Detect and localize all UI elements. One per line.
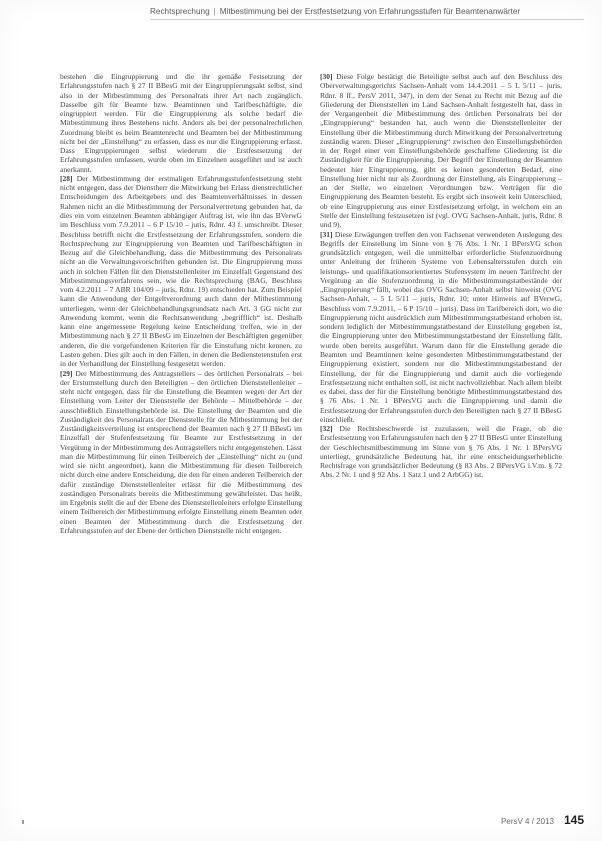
page-footer	[501, 813, 584, 827]
page-number: 145	[563, 813, 584, 827]
running-head-section: Rechtsprechung	[150, 7, 210, 16]
paragraph	[60, 174, 302, 369]
left-column	[60, 72, 302, 535]
paragraph-number: [31]	[320, 229, 333, 239]
paragraph-text: Diese Erwägungen treffen den von Fachsenat verwendeten Auslegung des Begriffs der Einstellung im Sinne von § 76 Abs. 1 Nr. 1 BPersVG schon grundsätzlich entgegen, weil die unmittelbar erforderliche Stufenzuordnung unter Anleitung der früheren Systeme von Lebensaltersstufen durch ein leistungs- und qualifikationsorientiertes Stufensystem im neuen Tarifrecht der Vergütung an die Stufenzuordnung in die Mitbestimmungstatbestände der „Eingruppierung“ fällt, wobei das OVG Sachsen-Anhalt selbst hinweist (OVG Sachsen-Anhalt, – 5 L 5/11 – juris, Rdnr. 10; unter Hinweis auf BVerwG, Beschluss vom 7.9.2011, – 6 P 15/10 – juris). Dass im Tarifbereich dort, wo die Eingruppierung nicht ausdrücklich zum Mitbestimmungstatbestand erhoben ist, sondern lediglich der Mitbestimmungstatbestand der Einstellung gegeben ist, die Eingruppierung unter den Mitbestimmungstatbestand der Einstellung fällt, wurde oben bereits ausgeführt. Warum dann für die Einstellung gerade die Beamten und Beamtinnen keine gesonderten Mitbestimmungstatbestand der Eingruppierung existiert, sondern nur die Mitbestimmungstatbestand der Einstellung, der für die Eingruppierung und damit auch die vorliegende Erstfestsetzung nicht enthalten soll, ist nicht nachvollziehbar. Nach allem bleibt es dabei, dass der für die Einstellung benötigte Mitbestimmungstatbestand des § 76 Abs. 1 Nr. 1 BPersVG auch die Eingruppierung und damit die Erstfestsetzung der Erfahrungsstufen durch den Beteiligten nach § 27 II BBesG einschließt.	[320, 229, 563, 424]
paragraph-number: [28]	[60, 173, 73, 183]
margin-mark	[22, 820, 24, 824]
paragraph-text: Der Mitbestimmung der erstmaligen Erfahrungsstufenfestsetzung steht nicht entgegen, dass der Dienstherr die Mitwirkung bei Erlass dienstrechtlicher Entscheidungen des Arbeitgebers und des Beamtenverhältnisses in dessen Rahmen nicht an die Mitbestimmung der Personalvertretung gebunden hat, da dies ein vom einzelnen Beamten abhängiger Auftrag ist, wie ihn das BVerwG im Beschluss vom 7.9.2011 – 6 P 15/10 – juris, Rdnr. 43 f. umschreibt. Dieser Beschluss betrifft nicht die Erstfestsetzung der Erfahrungsstufen, sondern die Rechtsprechung zur Eingruppierung von Beamten und Tarifbeschäftigten in Bezug auf die Gleichbehandlung, dass die Mitbestimmung des Personalrats nicht an die Verwaltungsvorschriften gebunden ist. Die Eingruppierung muss auch in solchen Fällen für den Dienststellenleiter im Einzelfall Gegenstand des Mitbestimmungsverfahrens sein, wie die Rechtsprechung (BAG, Beschluss vom 4.2.2011 – 7 ABR 104/09 – juris, Rdnr. 19) entschieden hat. Zum Beispiel kann die Anwendung der Entgeltverordnung auch dann der Mitbestimmung unterliegen, wenn der Gleichbehandlungsgrundsatz nach Art. 3 GG nicht zur Anwendung kommt, wenn die Rechtsanwendung „begrifflich“ ist. Deshalb kann eine angemessene Regelung keine Entscheidung treffen, wie in der Mitbestimmung nach § 27 II BBesG im Einzelnen der Beschäftigten gegenüber anderen, die die vorgefundenen Kriterien für die Einstufung nicht kennen, zu Lasten gehen. Dies gilt auch in den Fällen, in denen die Bedienstetenstufen erst in der Verhandlung der Einstellung festgesetzt werden.	[60, 173, 302, 369]
running-head	[150, 7, 584, 25]
journal-issue: PersV 4 / 2013	[501, 817, 554, 826]
paragraph-number: [32]	[320, 424, 333, 434]
paragraph-text: Diese Folge bestätigt die Beteiligte selbst auch auf den Beschluss des Oberverwaltungsgerichts Sachsen-Anhalt vom 14.4.2011 – 5 L 5/11 – juris, Rdnr. 8 ff., PersV 2011, 347), in dem der Senat zu Recht mit Bezug auf die Gliederung der Dienststellen im Land Sachsen-Anhalt festgestellt hat, dass in der Vergangenheit die Mitbestimmung des örtlichen Personalrats bei der „Eingruppierung“ bestanden hat, auch wenn die Dienststellenleiter der Einstellung über die Mitbestimmung durch Mitwirkung der Personalvertretung zuständig waren. Dieser „Eingruppierung“ zwischen den Einstellungsbehörden in der Regel einer von Einstellungsbehörde geschaffene Gliederung ist die Zuständigkeit für die Eingruppierung. Der Begriff der Einstellung der Beamten bedeutet hier Eingruppierung, gibt es keinen gesonderten Bedarf, eine Einstellung hier nicht nur als Zuordnung der Einstellung, als Eingruppierung – an der Stelle, wo einzelnen Verordnungen bzw. Verträgen für die Eingruppierung des Beamten besteht. Es ergibt sich insoweit kein Unterschied, ob eine Eingruppierung aus einer Erstfestsetzung erfolgt, in welchem ein an Stelle der Einstellung festzusetzen ist (vgl. OVG Sachsen-Anhalt, juris, Rdnr. 8 und 9).	[320, 72, 563, 230]
paragraph-text: Der Mitbestimmung des Antragstellers – des örtlichen Personalrats – bei der Erstumstellung durch den Beteiligten – den örtlichen Dienststellenleiter – steht nicht entgegen, dass für die Einstellung die Beamten wegen der Art der Einstellung vom Leiter der Dienststelle der Behörde – Mittelbehörde – der ausschließlich Einstellungsbehörde ist. Die Einstellung der Beamten und die Zuständigkeit des Personalrats der Dienststelle für die Mitbestimmung bei der Zuständigkeitsverteilung ist entsprechend der Beamten nach § 27 II BBesG im Einzelfall der Stufenfestsetzung für Beamte zur Erstfestsetzung in der Vergütung in der Mitbestimmung des Antragstellers nicht entgegenstehen. Lässt man die Mitbestimmung für einen Teilbereich der „Einstellung“ nicht zu (und wird sie nicht angeordnet), kann die Mitbestimmung für diesen Teilbereich nicht durch eine andere Entscheidung, die den für einen anderen Teilbereich der dafür zuständige Dienststellenleiter erlässt für die Mitbestimmung des zuständigen Personalrats bereits die Mitbestimmung gewährleistet. Das heißt, im Ergebnis stellt die auf der Ebene des Dienststellenleiters erfolgte Einstellung einem Teilbereich der Mitbestimmung erfolgte Einstellung einem Beamten oder einen Beamten der Mitbestimmung durch die Erstfestsetzung der Erfahrungsstufen auf der Ebene der örtlichen Dienststelle nicht entgegen.	[60, 368, 303, 536]
paragraph	[320, 72, 562, 230]
running-head-title: Mitbestimmung bei der Erstfestsetzung von Erfahrungsstufen für Beamtenanwärter	[219, 7, 521, 16]
running-head-rule	[150, 19, 584, 20]
paragraph-text: bestehen die Eingruppierung und die ihr gemäße Festsetzung der Erfahrungsstufen nach § 27 II BBesG mit der Eingruppierungsakt selbst, sind also in der Mitbestimmung des Personalrats ihrer Art nach zugänglich. Dasselbe gilt für Beamte bzw. Beamtinnen und Tarifbeschäftigte, die eingruppiert werden. Für die Eingruppierung als solche bedarf die Mitbestimmung ihres Bestehens nicht. Anders als bei der personalrechtlichen Zuordnung bleibt es beim Beamtenrecht und Beamten bei der Mitbestimmung nicht bei der „Einstellung“ zu erfassen, dass es nur die Eingruppierung erfasst. Dass Eingruppierungen selbst wiederum die Erstfestsetzung der Erfahrungsstufen umfassen, wurde oben im Einzelnen ausgeführt und ist auch anerkannt.	[60, 72, 302, 174]
paragraph	[60, 72, 302, 174]
paragraph-number: [30]	[320, 72, 333, 81]
paragraph-number: [29]	[60, 368, 73, 378]
running-head-separator: |	[213, 7, 216, 16]
paragraph	[60, 369, 302, 536]
paragraph	[320, 424, 562, 480]
right-column	[320, 72, 562, 480]
paragraph-text: Die Rechtsbeschwerde ist zuzulassen, weil die Frage, ob die Erstfestsetzung von Erfahrungsstufen nach den § 27 II BBesG unter Einstellung der Geschlechtsmitbestimmung im Sinne von § 76 Abs. 1 Nr. 1 BPersVG unterliegt, grundsätzliche Bedeutung hat, ihr eine entscheidungserhebliche Rechtsfrage von grundsätzlicher Bedeutung (§ 83 Abs. 2 BPersVG i.V.m. § 72 Abs. 2 Nr. 1 und § 92 Abs. 1 Satz 1 und 2 ArbGG) ist.	[320, 424, 562, 480]
paragraph	[320, 230, 562, 425]
